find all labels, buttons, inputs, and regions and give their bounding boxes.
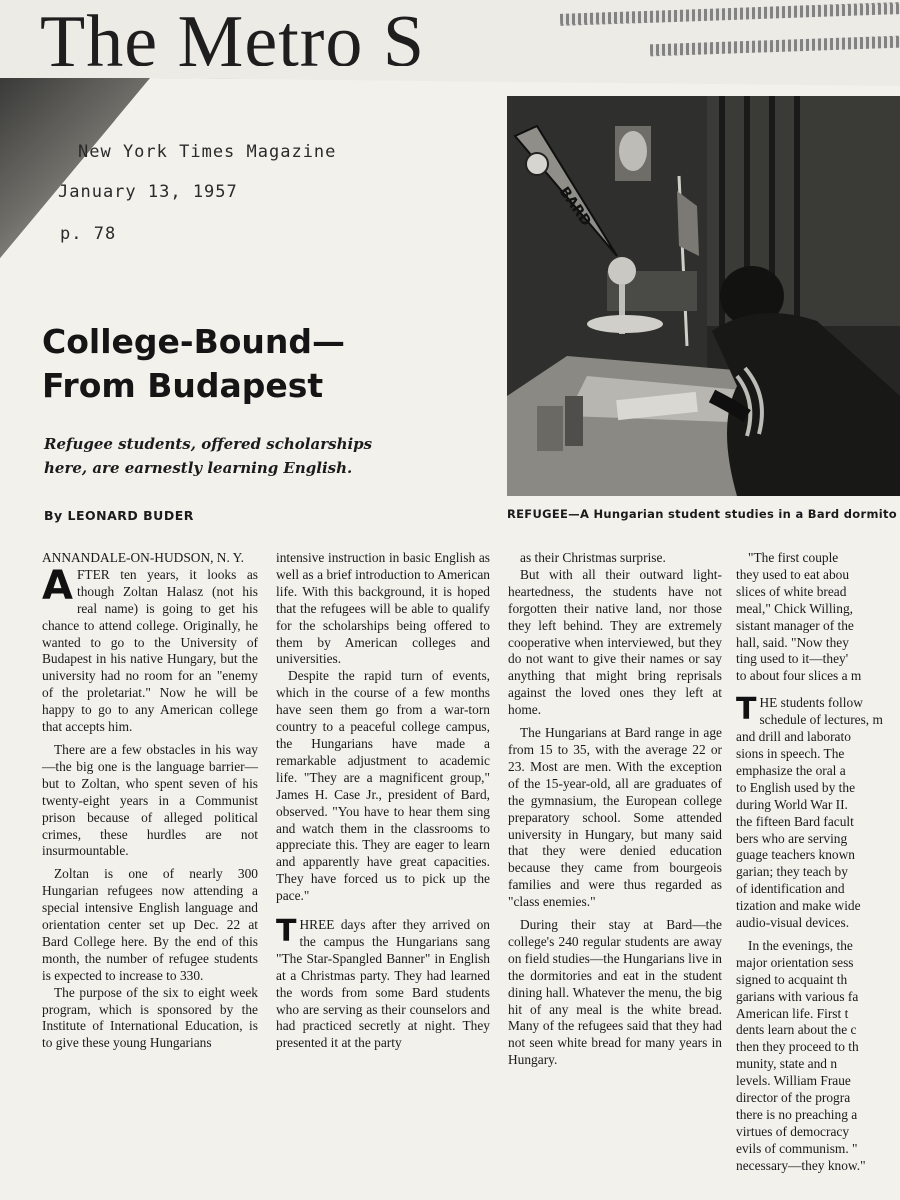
newsprint-strip — [650, 36, 900, 57]
paragraph: During their stay at Bard—the college's 240 regular students are away on field studies—the Hungarians live in the dormitories and eat in the student dining hall. Whatever the menu, the big hit of any meal is the white bread. Many of the refugees said that they had not seen white bread for many years in Hungary. — [508, 917, 722, 1068]
text-line: the fifteen Bard facult — [736, 813, 854, 829]
headline-line-1: College-Bound— — [42, 322, 346, 361]
text-line: then they proceed to th — [736, 1039, 859, 1055]
text-line: sistant manager of the — [736, 617, 854, 633]
text-line: to about four slices a m — [736, 668, 862, 684]
source-publication: New York Times Magazine — [78, 142, 337, 162]
text-line: "The first couple — [748, 550, 839, 565]
text-line: meal," Chick Willing, — [736, 600, 853, 616]
text-line: In the evenings, the — [748, 937, 853, 953]
text-line: garian; they teach by — [736, 864, 848, 880]
text-line: slices of white bread — [736, 583, 847, 599]
text-line: of identification and — [736, 881, 845, 897]
text-line: ting used to it—they' — [736, 651, 849, 667]
text-line: during World War II. — [736, 796, 848, 812]
photo-caption: REFUGEE—A Hungarian student studies in a Bard dormito — [507, 507, 897, 521]
paragraph — [736, 550, 900, 685]
text-line: major orientation sess — [736, 954, 854, 970]
paragraph — [736, 692, 900, 932]
paragraph: as their Christmas surprise. — [520, 550, 666, 565]
text-line: bers who are serving — [736, 830, 848, 846]
photo-illustration — [507, 96, 900, 496]
masthead: The Metro S — [40, 2, 426, 66]
paragraph: intensive instruction in basic English as well as a brief introduction to American life. With this background, it is hoped that the refugees will be able to qualify for the scholarships being offered to them by American colleges and universities. — [276, 550, 490, 667]
text-line: to English used by the — [736, 779, 856, 795]
paragraph: The Hungarians at Bard range in age from 15 to 35, with the average 22 or 23. Most are men. With the exception of the 15-year-old, all are graduates of the gymnasium, the European college preparatory school. Some attended university in Hungary, but many said that they were denied education because they came from bourgeois families and were thus regarded as "class enemies." — [508, 725, 722, 910]
drop-cap: A — [42, 562, 73, 609]
text-line: hall, said. "Now they — [736, 634, 849, 650]
text-line: garians with various fa — [736, 988, 859, 1004]
text-line: audio-visual devices. — [736, 915, 850, 931]
dateline: ANNANDALE-ON-HUDSON, N. Y. — [42, 550, 244, 565]
text-line: tization and make wide — [736, 898, 861, 914]
drop-cap: T — [736, 692, 757, 728]
text-line: sions in speech. The — [736, 745, 845, 761]
paragraph: There are a few obstacles in his way—the big one is the language barrier—but to Zoltan, who spent seven of his twenty-eight years in a Communist prison because of alleged political crimes, these hurdles are not insurmountable. — [42, 741, 258, 859]
article-column-3 — [508, 550, 722, 1069]
article-column-4 — [736, 550, 900, 1175]
text-line: schedule of lectures, m — [759, 712, 883, 728]
text-line: necessary—they know." — [736, 1157, 866, 1173]
text-line: director of the progra — [736, 1090, 851, 1106]
source-page: p. 78 — [60, 224, 117, 244]
subheadline — [44, 432, 484, 480]
text-line: they used to eat abou — [736, 566, 850, 582]
article-photo — [507, 96, 900, 496]
headline-line-2: From Budapest — [42, 366, 324, 405]
paragraph — [736, 938, 900, 1175]
article-column-2 — [276, 550, 490, 1052]
text-line: evils of communism. " — [736, 1140, 858, 1156]
paragraph: Zoltan is one of nearly 300 Hungarian refugees now attending a special intensive English language and orientation center set up Dec. 22 at Bard College here. By the end of this month, the number of refugee students is expected to increase to 330. — [42, 866, 258, 983]
text-line: levels. William Fraue — [736, 1073, 851, 1089]
drop-cap: T — [276, 914, 297, 950]
text-line: guage teachers known — [736, 847, 855, 863]
text-line: emphasize the oral a — [736, 762, 846, 778]
byline: By LEONARD BUDER — [44, 508, 194, 523]
paragraph: AFTER ten years, it looks as though Zoltan Halasz (not his real name) is going to get his chance to attend college. Originally, he wanted to go to the University of Budapest in his native Hungary, but the university had no room for an "enemy of the proletariat." Now he will be happy to go to any American college that accepts him. — [42, 562, 258, 735]
text-line: THE students follow — [736, 692, 863, 728]
headline — [42, 320, 482, 408]
text-line: signed to acquaint th — [736, 971, 848, 987]
subheadline-line-2: here, are earnestly learning English. — [44, 459, 353, 477]
text-line: American life. First t — [736, 1005, 849, 1021]
text-line: virtues of democracy — [736, 1123, 850, 1139]
article-column-1 — [42, 550, 258, 1052]
paragraph: THREE days after they arrived on the campus the Hungarians sang "The Star-Spangled Banner" in English at a Christmas party. They had learned the words from some Bard students who are serving as their counselors and had practiced secretly at night. They presented it at the party — [276, 914, 490, 1051]
source-date: January 13, 1957 — [58, 182, 238, 202]
text-line: munity, state and n — [736, 1056, 838, 1072]
paragraph: The purpose of the six to eight week program, which is sponsored by the Institute of International Education, is to give these young Hungarians — [42, 984, 258, 1051]
text-line: and drill and laborato — [736, 729, 851, 745]
paragraph: Despite the rapid turn of events, which in the course of a few months have seen them go from a war-torn country to a peaceful college campus, the Hungarians have made a remarkable adjustment to academic life. "They are a magnificent group," James H. Case Jr., president of Bard, observed. "You have to hear them sing and watch them in the classrooms to appreciate this. They are eager to learn and apparently have great capacities. They have forced us to pick up the pace." — [276, 668, 490, 904]
subheadline-line-1: Refugee students, offered scholarships — [44, 435, 373, 453]
pennant-label: BARD — [555, 184, 595, 230]
paragraph: But with all their outward light-heartedness, the students have not forgotten their native land, nor those they left behind. They are extremely cooperative when interviewed, but they do not want to give their names or say anything that might bring reprisals against the loved ones they left at home. — [508, 566, 722, 718]
text-line: there is no preaching a — [736, 1107, 858, 1122]
text-line: dents learn about the c — [736, 1022, 857, 1038]
